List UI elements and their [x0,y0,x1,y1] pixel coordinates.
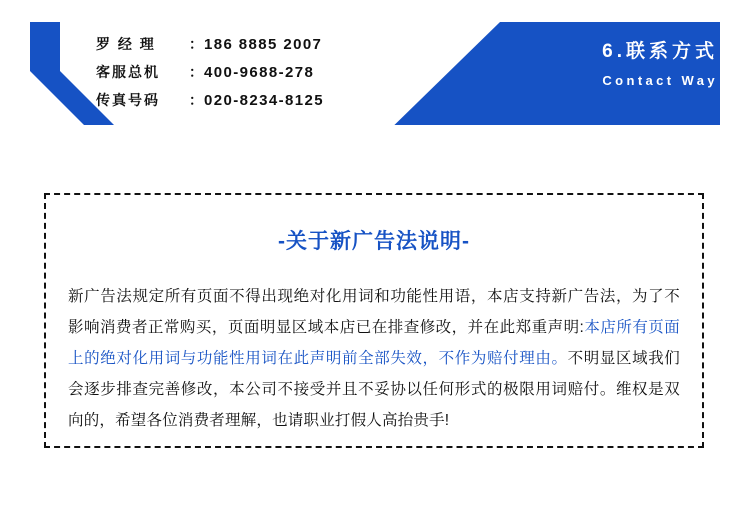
contact-value-fax: 020-8234-8125 [204,92,324,109]
section-title-en: Contact Way [602,72,718,88]
contact-label: 罗 经 理 [96,36,156,52]
notice-title: -关于新广告法说明- [278,230,470,253]
contact-value-mobile: 186 8885 2007 [204,36,323,53]
contact-value-hotline: 400-9688-278 [204,64,315,81]
section-title [602,40,718,88]
notice-body [68,281,680,436]
contact-header-banner [0,0,750,125]
contact-list [96,34,426,118]
contact-label: 客服总机 [96,64,160,80]
notice-text-part1: 新广告法规定所有页面不得出现绝对化用词和功能性用语，本店支持新广告法，为了不影响消费者正常购买，页面明显区域本店已在排查修改，并在此郑重声明: [68,288,680,336]
notice-text-highlight: 本店所有页面上的绝对化用词与功能性用词在此声明前全部失效，不作为赔付理由。 [68,319,680,367]
section-title-cn: 6.联系方式 [602,41,718,62]
contact-colon: ： [189,36,203,52]
contact-colon: ： [189,92,203,108]
contact-colon: ： [189,64,203,80]
advertising-law-notice-box [44,193,704,448]
contact-row [96,34,426,59]
contact-label: 传真号码 [96,92,160,108]
contact-row [96,62,426,87]
notice-text-part2: 不明显区域我们会逐步排查完善修改，本公司不接受并且不妥协以任何形式的极限用词赔付。维权是双向的，希望各位消费者理解，也请职业打假人高抬贵手! [68,350,681,429]
contact-row [96,90,426,115]
